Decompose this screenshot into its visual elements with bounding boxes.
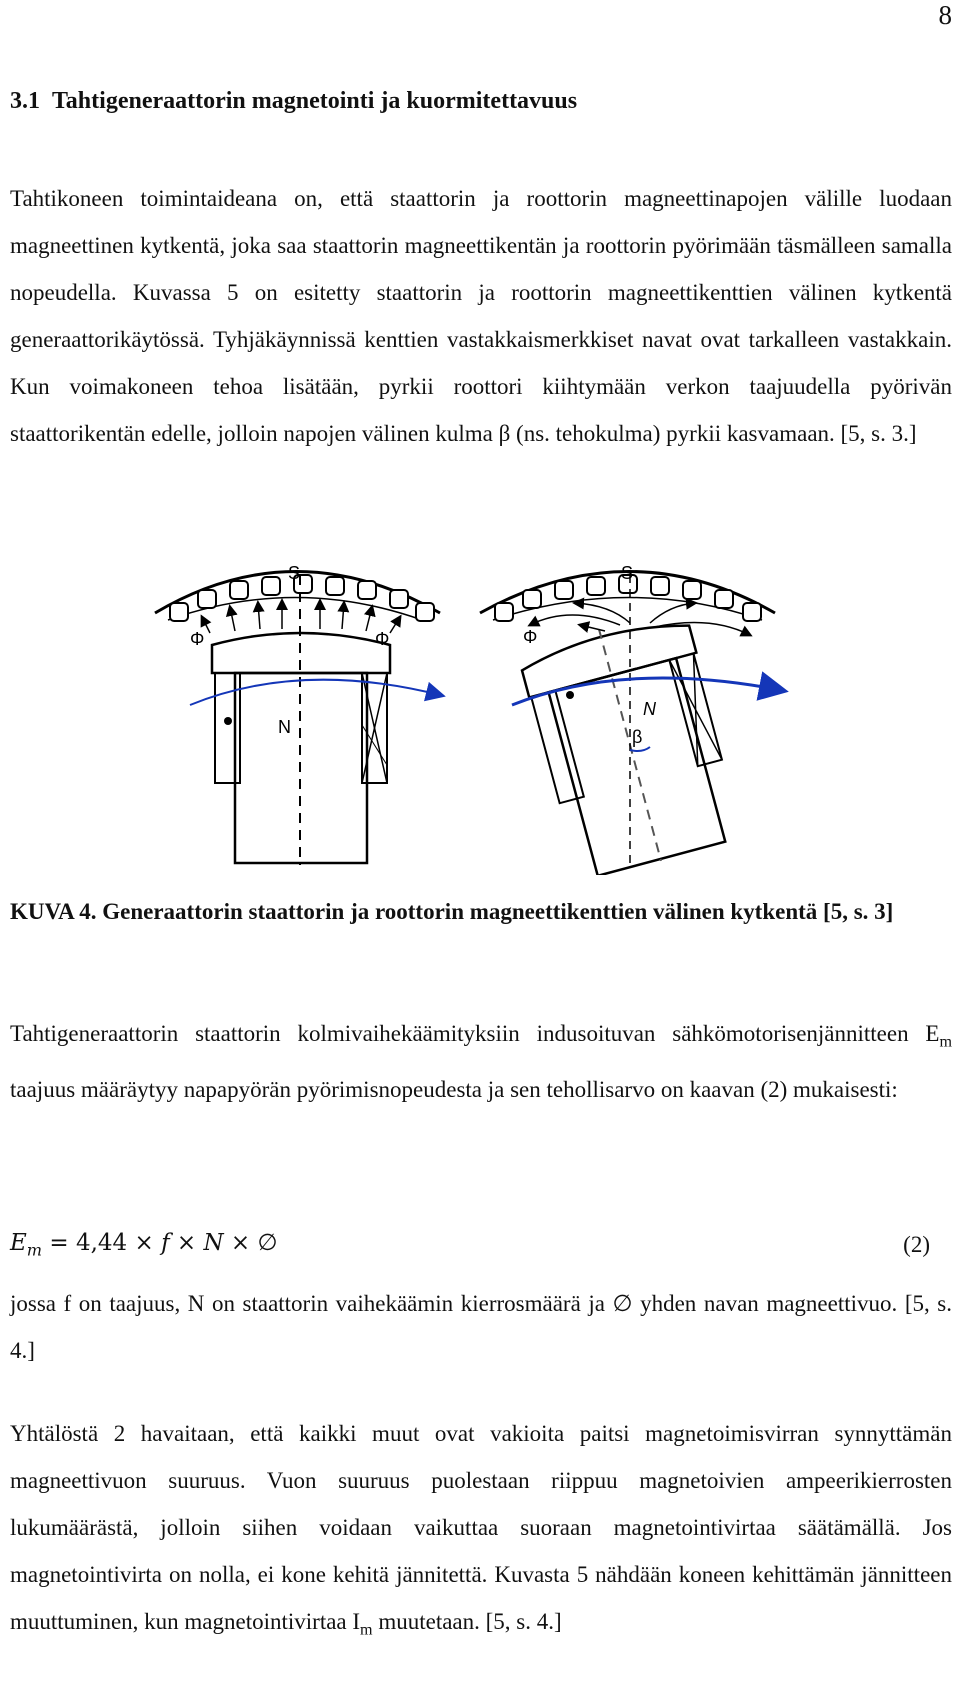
paragraph-variables: jossa f on taajuus, N on staattorin vaihekäämin kierrosmäärä ja ∅ yhden navan magneettivuo. [5, s. 4.] bbox=[10, 1291, 952, 1363]
right-conductor-dot bbox=[566, 691, 574, 699]
left-conductor-dot bbox=[224, 717, 232, 725]
paragraph-emf-sub: m bbox=[939, 1033, 952, 1051]
paragraph-magnetization-text-1: Yhtälöstä 2 havaitaan, että kaikki muut ovat vakioita paitsi magnetoimisvirran synnyttämän magneettivuon suuruus. Vuon suuruus puolestaan riippuu magnetoivien ampeerikierrosten lukumäärästä, jolloin siihen voidaan vaikuttaa suoraan magnetointivirtaa säätämällä. Jos magnetointivirta on nolla, ei kone kehitä jännitettä. Kuvasta 5 nähdään koneen kehittämän jännitteen muuttuminen, kun magnetointivirtaa I bbox=[10, 1421, 952, 1634]
section-number: 3.1 bbox=[10, 88, 40, 114]
formula-rhs: = 4,44 × bbox=[42, 1230, 162, 1256]
paragraph-emf-text-2: taajuus määräytyy napapyörän pyörimisnopeudesta ja sen tehollisarvo on kaavan (2) mukaisesti: bbox=[10, 1076, 898, 1102]
paragraph-magnetization-sub: m bbox=[360, 1621, 373, 1639]
formula-emf bbox=[10, 1230, 278, 1260]
right-label-n: N bbox=[643, 699, 656, 719]
paragraph-emf bbox=[10, 1010, 952, 1113]
label-beta: β bbox=[632, 727, 643, 747]
formula-lhs-sub: m bbox=[26, 1240, 43, 1260]
beta-angle-arc bbox=[630, 747, 650, 751]
right-label-s: S bbox=[621, 565, 634, 583]
coupling-diagram bbox=[150, 565, 830, 875]
paragraph-emf-text-1: Tahtigeneraattorin staattorin kolmivaihekäämityksiin indusoituvan sähkömotorisenjännitteen E bbox=[10, 1021, 940, 1046]
figure-magnetic-coupling bbox=[150, 565, 830, 875]
left-machine bbox=[155, 565, 440, 865]
left-rotation-arrow bbox=[190, 680, 440, 705]
left-label-n: N bbox=[278, 717, 291, 737]
figure-caption: KUVA 4. Generaattorin staattorin ja roottorin magneettikenttien välinen kytkentä [5, s. 3] bbox=[10, 899, 894, 924]
section-title: Tahtigeneraattorin magnetointi ja kuormitettavuus bbox=[52, 88, 578, 114]
paragraph-intro: Tahtikoneen toimintaideana on, että staattorin ja roottorin magneettinapojen välille luodaan magneettinen kytkentä, joka saa staattorin magneettikentän ja roottorin pyörimään täsmälleen samalla nopeudella. Kuvassa 5 on esitetty staattorin ja roottorin magneettikenttien välinen kytkentä generaattorikäytössä. Tyhjäkäynnissä kenttien vastakkaismerkkiset navat ovat tarkalleen vastakkain. Kun voimakoneen tehoa lisätään, pyrkii roottori kiihtymään verkon taajuudella pyörivän staattorikentän edelle, jolloin napojen välinen kulma β (ns. tehokulma) pyrkii kasvamaan. [5, s. 3.] bbox=[10, 186, 952, 446]
left-label-s: S bbox=[288, 565, 301, 583]
formula-times-2: × ∅ bbox=[223, 1230, 278, 1256]
equation-number: (2) bbox=[903, 1232, 930, 1257]
paragraph-magnetization-text-2: muutetaan. [5, s. 4.] bbox=[372, 1609, 562, 1634]
formula-times-1: × bbox=[169, 1230, 204, 1256]
formula-f: f bbox=[161, 1230, 170, 1256]
left-label-phi-2: Φ bbox=[375, 629, 390, 649]
right-machine bbox=[480, 565, 780, 875]
section-heading bbox=[10, 88, 577, 115]
formula-lhs: E bbox=[10, 1230, 27, 1256]
right-rotor-pole-shoe bbox=[519, 614, 696, 697]
formula-n: N bbox=[203, 1230, 224, 1256]
paragraph-magnetization bbox=[10, 1410, 952, 1654]
left-label-phi-1: Φ bbox=[190, 629, 205, 649]
page-number: 8 bbox=[938, 0, 952, 30]
right-label-phi: Φ bbox=[523, 627, 538, 647]
